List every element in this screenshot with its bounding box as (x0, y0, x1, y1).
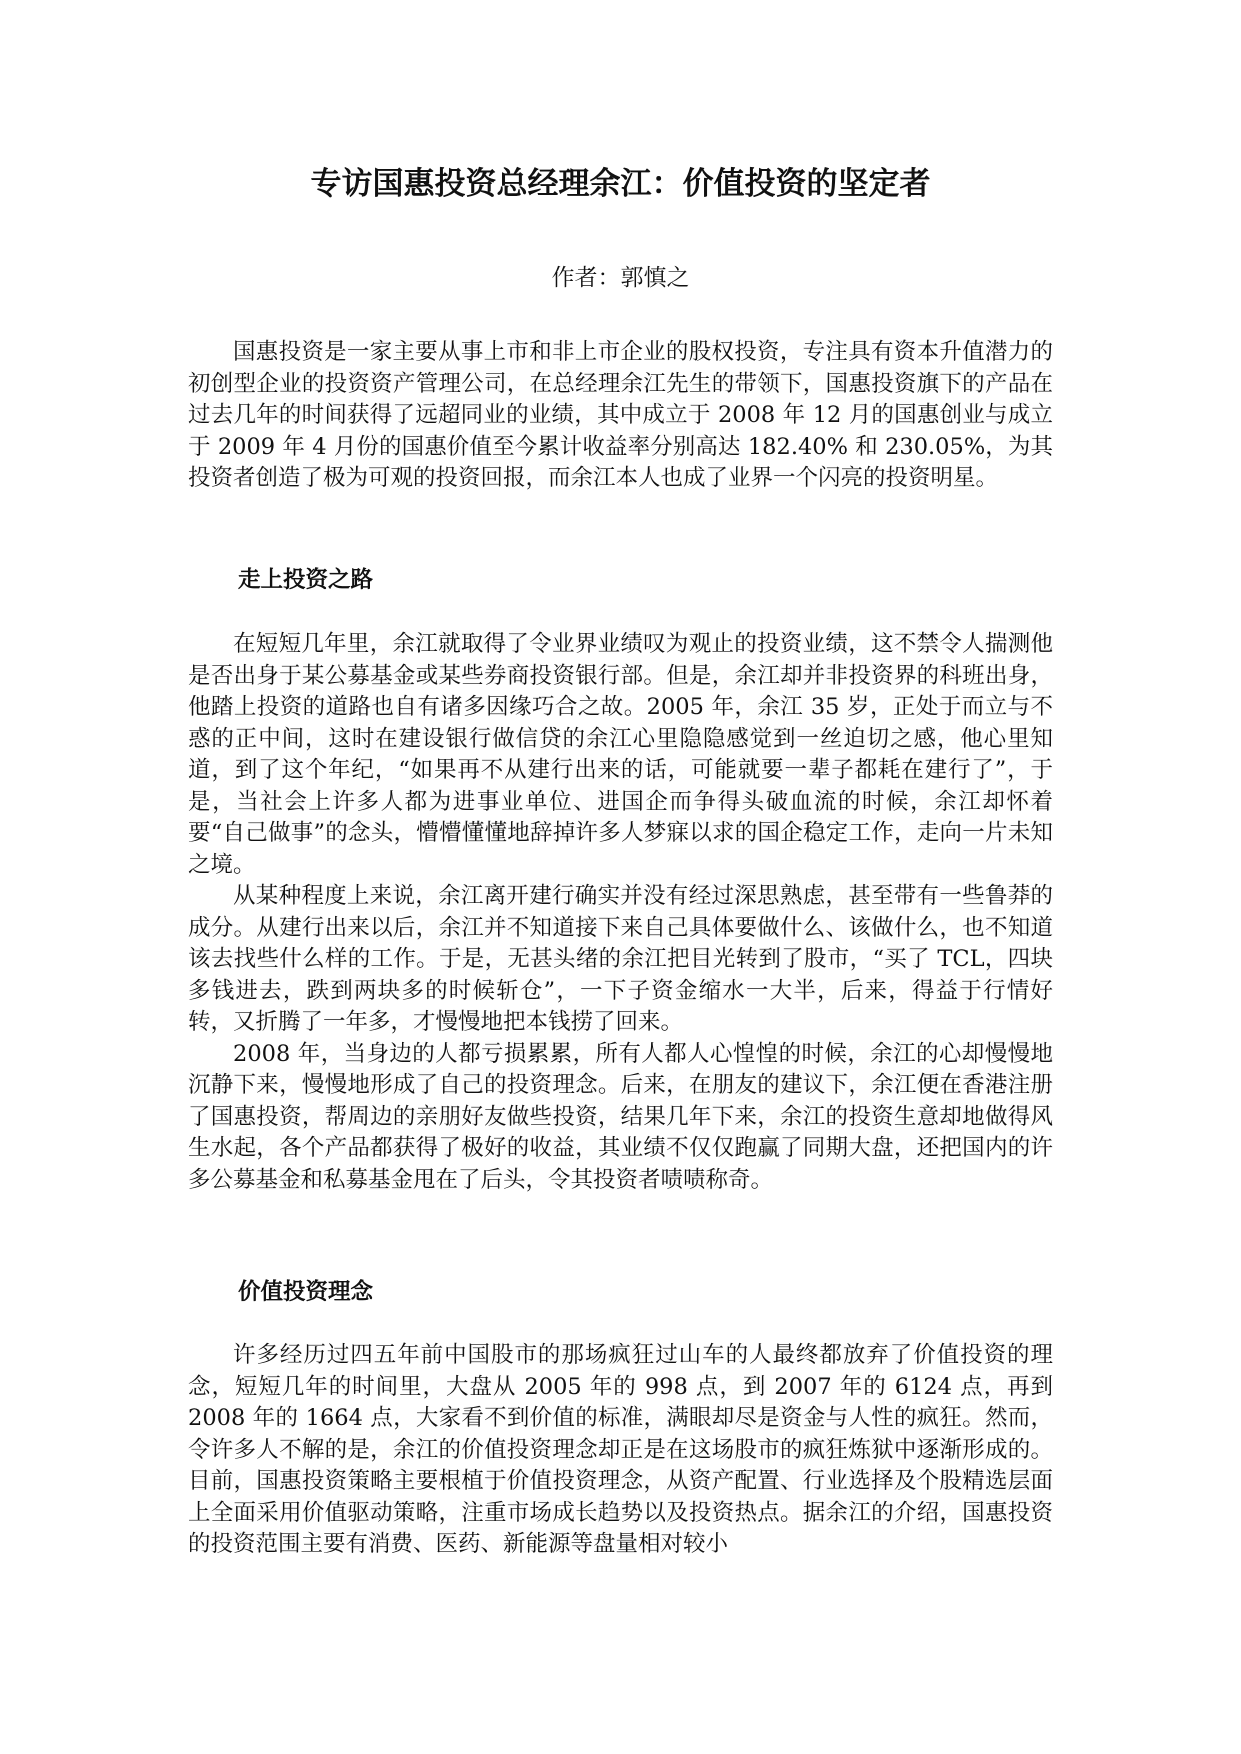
body-paragraph: 在短短几年里，余江就取得了令业界业绩叹为观止的投资业绩，这不禁令人揣测他是否出身于某公募基金或某些券商投资银行部。但是，余江却并非投资界的科班出身，他踏上投资的道路也自有诸多因缘巧合之故。2005 年，余江 35 岁，正处于而立与不惑的正中间，这时在建设银行做信贷的余江心里隐隐感觉到一丝迫切之感，他心里知道，到了这个年纪，“如果再不从建行出来的话，可能就要一辈子都耗在建行了”，于是，当社会上许多人都为进事业单位、进国企而争得头破血流的时候，余江却怀着要“自己做事”的念头，懵懵懂懂地辞掉许多人梦寐以求的国企稳定工作，走向一片未知之境。 (188, 631, 1053, 878)
section-heading-value-investing: 价值投资理念 (238, 1279, 374, 1305)
body-paragraph: 许多经历过四五年前中国股市的那场疯狂过山车的人最终都放弃了价值投资的理念，短短几年的时间里，大盘从 2005 年的 998 点，到 2007 年的 6124 点，再到 2008 年的 1664 点，大家看不到价值的标准，满眼却尽是资金与人性的疯狂。然而，令许多人不解的是，余江的价值投资理念却正是在这场股市的疯狂炼狱中逐渐形成的。目前，国惠投资策略主要根植于价值投资理念，从资产配置、行业选择及个股精选层面上全面采用价值驱动策略，注重市场成长趋势以及投资热点。据余江的介绍，国惠投资的投资范围主要有消费、医药、新能源等盘量相对较小 (188, 1342, 1053, 1557)
document-title: 专访国惠投资总经理余江：价值投资的坚定者 (310, 166, 931, 202)
intro-block (188, 337, 1053, 495)
body-paragraph: 2008 年，当身边的人都亏损累累，所有人都人心惶惶的时候，余江的心却慢慢地沉静下来，慢慢地形成了自己的投资理念。后来，在朋友的建议下，余江便在香港注册了国惠投资，帮周边的亲朋好友做些投资，结果几年下来，余江的投资生意却地做得风生水起，各个产品都获得了极好的收益，其业绩不仅仅跑赢了同期大盘，还把国内的许多公募基金和私募基金甩在了后头，令其投资者啧啧称奇。 (188, 1040, 1053, 1193)
section-heading-career-path: 走上投资之路 (238, 567, 374, 593)
intro-paragraph: 国惠投资是一家主要从事上市和非上市企业的股权投资，专注具有资本升值潜力的初创型企业的投资资产管理公司，在总经理余江先生的带领下，国惠投资旗下的产品在过去几年的时间获得了远超同业的业绩，其中成立于 2008 年 12 月的国惠创业与成立于 2009 年 4 月份的国惠价值至今累计收益率分别高达 182.40% 和 230.05%，为其投资者创造了极为可观的投资回报，而余江本人也成了业界一个闪亮的投资明星。 (188, 339, 1053, 491)
section-career-path-body (188, 629, 1053, 1196)
document-author: 作者：郭慎之 (551, 265, 690, 291)
body-paragraph: 从某种程度上来说，余江离开建行确实并没有经过深思熟虑，甚至带有一些鲁莽的成分。从建行出来以后，余江并不知道接下来自己具体要做什么、该做什么，也不知道该去找些什么样的工作。于是，无甚头绪的余江把目光转到了股市，“买了 TCL，四块多钱进去，跌到两块多的时候斩仓”，一下子资金缩水一大半，后来，得益于行情好转，又折腾了一年多，才慢慢地把本钱捞了回来。 (188, 883, 1053, 1035)
section-value-investing-body (188, 1340, 1053, 1561)
